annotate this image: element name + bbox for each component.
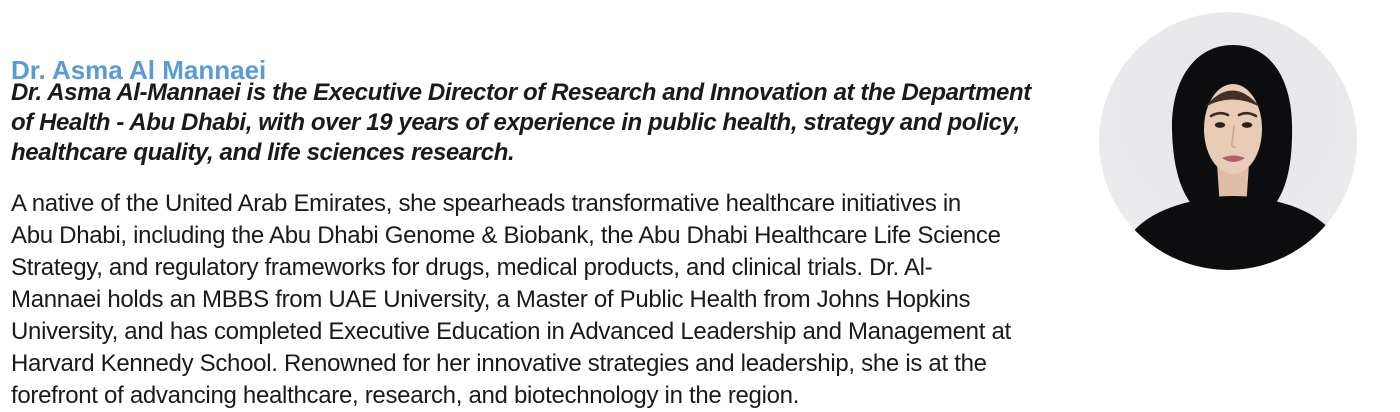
bio-line: Harvard Kennedy School. Renowned for her innovative strategies and leadership, she is at the [11,350,987,377]
bio-line: Strategy, and regulatory frameworks for drugs, medical products, and clinical trials. Dr. Al- [11,254,933,281]
intro-paragraph [11,78,1031,168]
bio-line: Mannaei holds an MBBS from UAE University, a Master of Public Health from Johns Hopkins [11,286,971,313]
bio-line: University, and has completed Executive Education in Advanced Leadership and Management at [11,318,1011,345]
intro-line: of Health - Abu Dhabi, with over 19 years of experience in public health, strategy and policy, [11,109,1020,136]
profile-photo [1099,12,1357,270]
bio-paragraph [11,188,1011,412]
bio-line: A native of the United Arab Emirates, she spearheads transformative healthcare initiatives in [11,190,961,217]
intro-line: Dr. Asma Al-Mannaei is the Executive Director of Research and Innovation at the Department [11,79,1031,106]
right-eye [1242,122,1252,128]
profile-name: Dr. Asma Al Mannaei [11,55,267,86]
left-eye [1215,122,1225,128]
bio-line: forefront of advancing healthcare, research, and biotechnology in the region. [11,382,800,409]
bio-line: Abu Dhabi, including the Abu Dhabi Genome & Biobank, the Abu Dhabi Healthcare Life Science [11,222,1001,249]
intro-line: healthcare quality, and life sciences research. [11,139,515,166]
